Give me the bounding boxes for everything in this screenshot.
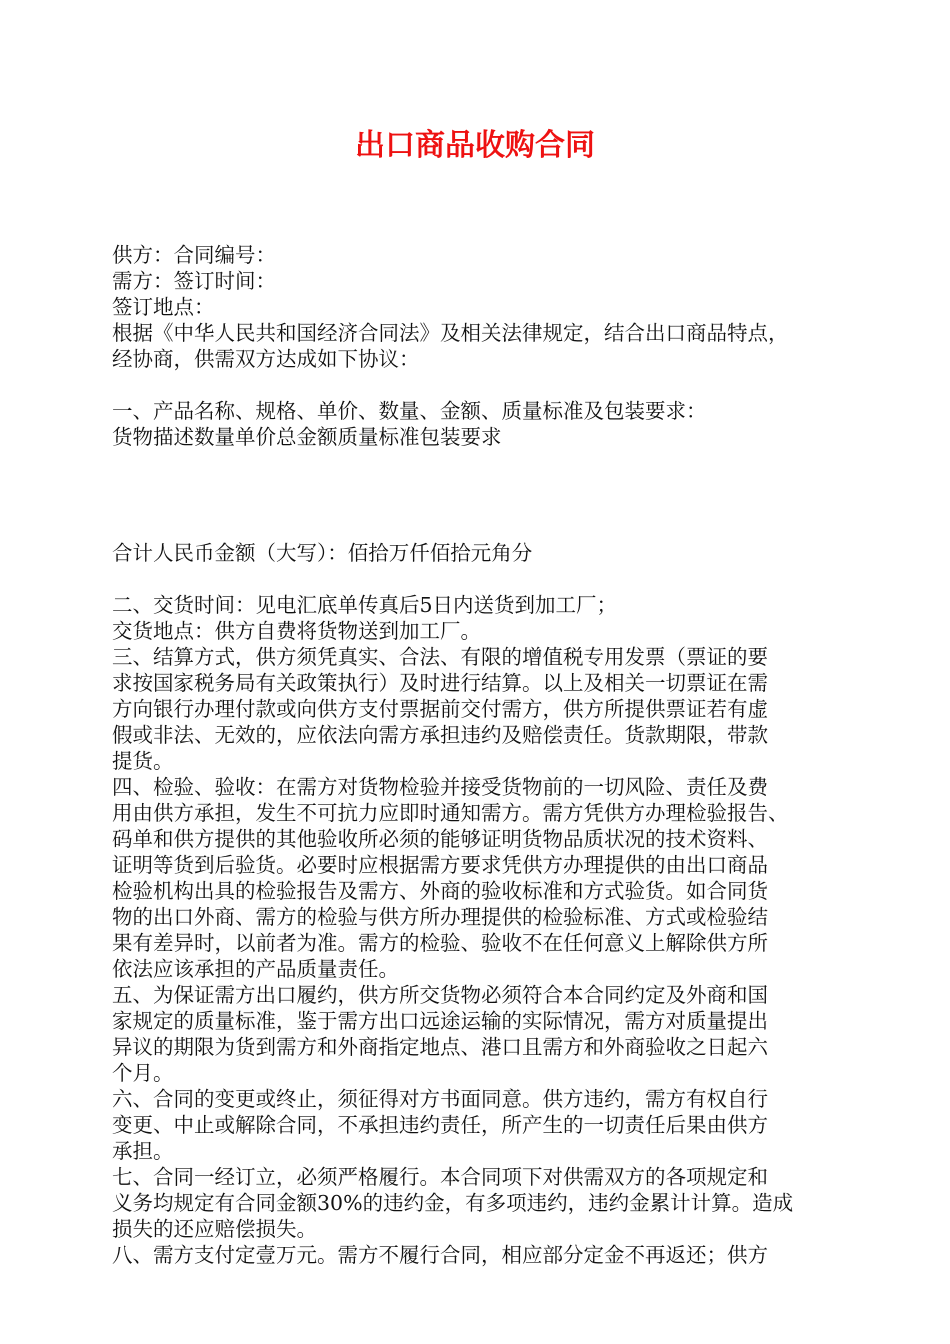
goods-table-blank — [112, 450, 842, 540]
header-line-supplier: 供方：合同编号： — [112, 243, 276, 267]
clause-line: 家规定的质量标准，鉴于需方出口远途运输的实际情况，需方对质量提出 — [112, 1009, 768, 1033]
clause-line: 码单和供方提供的其他验收所必须的能够证明货物品质状况的技术资料、 — [112, 827, 768, 851]
clause-line: 七、合同一经订立，必须严格履行。本合同项下对供需双方的各项规定和 — [112, 1165, 768, 1189]
clause-line: 异议的期限为货到需方和外商指定地点、港口且需方和外商验收之日起六 — [112, 1035, 768, 1059]
clause-line: 六、合同的变更或终止，须征得对方书面同意。供方违约，需方有权自行 — [112, 1087, 768, 1111]
paragraph-spacer — [112, 566, 842, 592]
clause-line: 个月。 — [112, 1061, 174, 1085]
document-body — [112, 242, 842, 1268]
clause-line: 物的出口外商、需方的检验与供方所办理提供的检验标准、方式或检验结 — [112, 905, 768, 929]
clause-line: 求按国家税务局有关政策执行）及时进行结算。以上及相关一切票证在需 — [112, 671, 768, 695]
preamble-line: 经协商，供需双方达成如下协议： — [112, 347, 420, 371]
goods-table-header: 货物描述数量单价总金额质量标准包装要求 — [112, 425, 502, 449]
clause-line: 用由供方承担，发生不可抗力应即时通知需方。需方凭供方办理检验报告、 — [112, 801, 789, 825]
clause-line: 假或非法、无效的，应依法向需方承担违约及赔偿责任。货款期限，带款 — [112, 723, 768, 747]
clause-line: 方向银行办理付款或向供方支付票据前交付需方，供方所提供票证若有虚 — [112, 697, 768, 721]
clause-line: 果有差异时，以前者为准。需方的检验、验收不在任何意义上解除供方所 — [112, 931, 768, 955]
clause-line: 提货。 — [112, 749, 174, 773]
clause-line: 变更、中止或解除合同，不承担违约责任，所产生的一切责任后果由供方 — [112, 1113, 768, 1137]
clause-line: 八、需方支付定壹万元。需方不履行合同，相应部分定金不再返还；供方 — [112, 1243, 768, 1267]
clause-line: 依法应该承担的产品质量责任。 — [112, 957, 399, 981]
section-heading: 一、产品名称、规格、单价、数量、金额、质量标准及包装要求： — [112, 399, 707, 423]
paragraph-spacer — [112, 372, 842, 398]
clause-line: 承担。 — [112, 1139, 174, 1163]
clause-line: 损失的还应赔偿损失。 — [112, 1217, 317, 1241]
clause-line: 三、结算方式，供方须凭真实、合法、有限的增值税专用发票（票证的要 — [112, 645, 768, 669]
preamble-line: 根据《中华人民共和国经济合同法》及相关法律规定，结合出口商品特点， — [112, 321, 789, 345]
header-line-location: 签订地点： — [112, 295, 215, 319]
clause-line: 二、交货时间：见电汇底单传真后5日内送货到加工厂； — [112, 593, 618, 617]
clause-line: 交货地点：供方自费将货物送到加工厂。 — [112, 619, 481, 643]
header-line-buyer: 需方：签订时间： — [112, 269, 276, 293]
clause-line: 四、检验、验收：在需方对货物检验并接受货物前的一切风险、责任及费 — [112, 775, 768, 799]
clause-line: 检验机构出具的检验报告及需方、外商的验收标准和方式验货。如合同货 — [112, 879, 768, 903]
clauses-block — [112, 592, 842, 1268]
document-title: 出口商品收购合同 — [355, 128, 595, 163]
clause-line: 证明等货到后验货。必要时应根据需方要求凭供方办理提供的由出口商品 — [112, 853, 768, 877]
total-amount-line: 合计人民币金额（大写）：佰拾万仟佰拾元角分 — [112, 541, 533, 565]
clause-line: 五、为保证需方出口履约，供方所交货物必须符合本合同约定及外商和国 — [112, 983, 768, 1007]
clause-line: 义务均规定有合同金额30%的违约金，有多项违约，违约金累计计算。造成 — [112, 1191, 794, 1215]
